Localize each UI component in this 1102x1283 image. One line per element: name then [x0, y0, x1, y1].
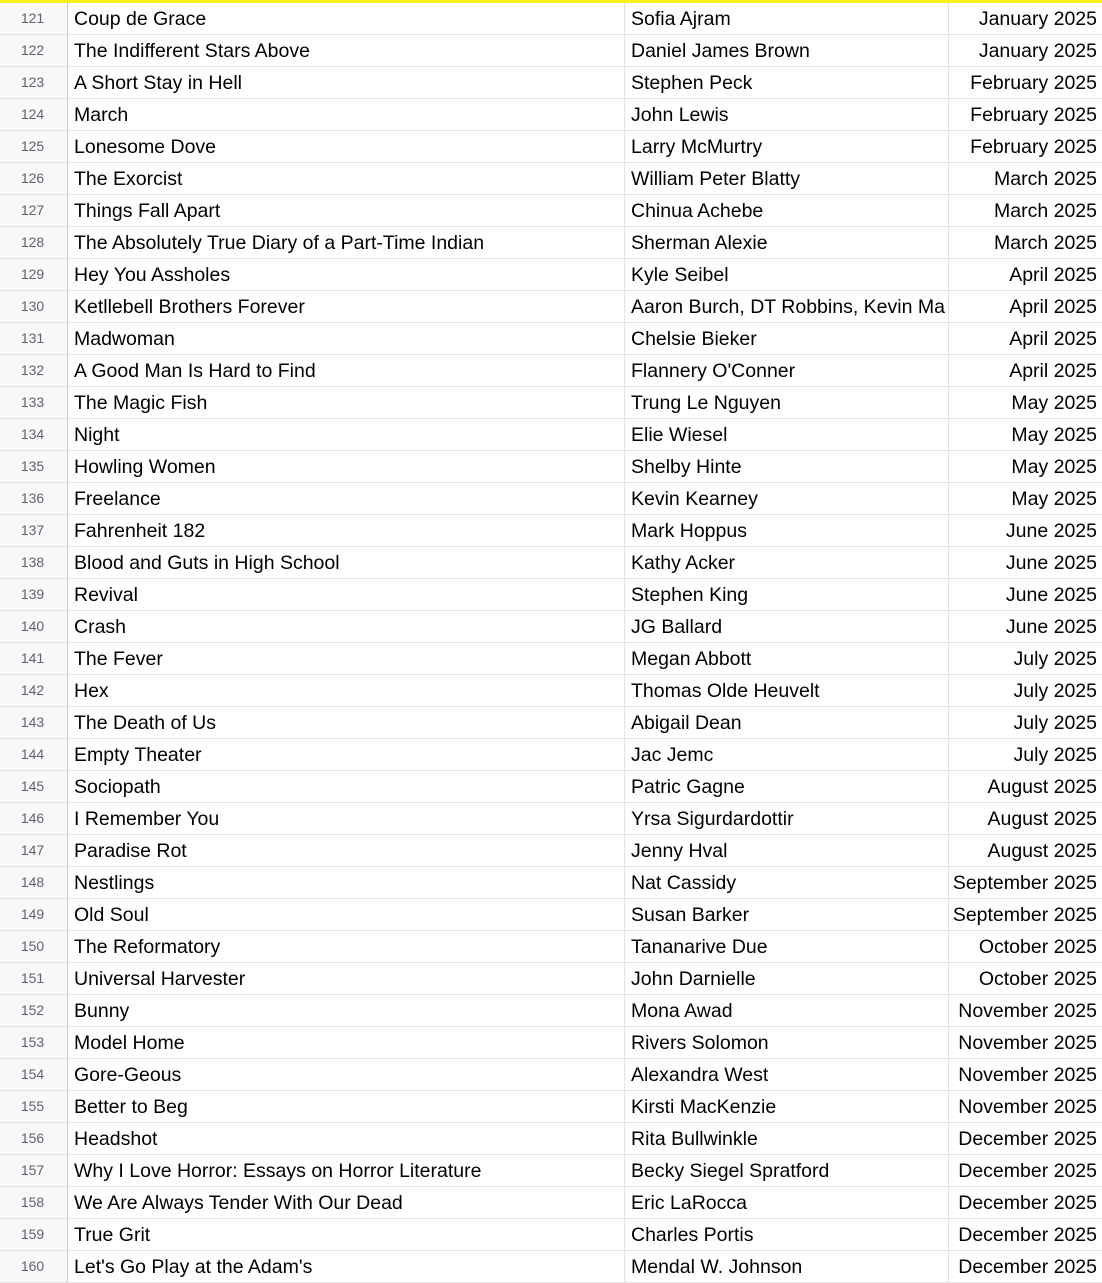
date-cell[interactable]: May 2025: [1011, 456, 1097, 478]
title-cell[interactable]: Crash: [68, 611, 625, 642]
title-cell[interactable]: Coup de Grace: [68, 3, 625, 34]
date-cell[interactable]: October 2025: [978, 936, 1097, 958]
row-header[interactable]: 141: [0, 643, 68, 674]
author-cell[interactable]: Stephen Peck: [625, 67, 949, 98]
table-row: [0, 163, 1102, 195]
author-cell[interactable]: Rivers Solomon: [625, 1027, 949, 1058]
author-cell[interactable]: Mendal W. Johnson: [625, 1251, 949, 1282]
author-cell[interactable]: Abigail Dean: [625, 707, 949, 738]
table-row: [0, 1027, 1102, 1059]
author-cell[interactable]: Sherman Alexie: [625, 227, 949, 258]
title-cell[interactable]: Gore-Geous: [68, 1059, 625, 1090]
row-header[interactable]: 134: [0, 419, 68, 450]
author-cell[interactable]: Chelsie Bieker: [625, 323, 949, 354]
date-cell[interactable]: February 2025: [970, 104, 1097, 126]
title-cell[interactable]: Paradise Rot: [68, 835, 625, 866]
title-cell[interactable]: Night: [68, 419, 625, 450]
title-cell[interactable]: The Indifferent Stars Above: [68, 35, 625, 66]
table-row: [0, 195, 1102, 227]
title-cell[interactable]: A Good Man Is Hard to Find: [68, 355, 625, 386]
title-cell[interactable]: Blood and Guts in High School: [68, 547, 625, 578]
table-row: [0, 483, 1102, 515]
title-cell[interactable]: Freelance: [68, 483, 625, 514]
table-row: [0, 899, 1102, 931]
date-cell[interactable]: April 2025: [1009, 264, 1097, 286]
row-header[interactable]: 138: [0, 547, 68, 578]
row-header[interactable]: 157: [0, 1155, 68, 1186]
table-row: [0, 675, 1102, 707]
table-row: [0, 803, 1102, 835]
table-row: [0, 1123, 1102, 1155]
title-cell[interactable]: Hex: [68, 675, 625, 706]
table-row: [0, 739, 1102, 771]
author-cell[interactable]: Sofia Ajram: [625, 3, 949, 34]
row-header[interactable]: 122: [0, 35, 68, 66]
date-cell[interactable]: February 2025: [970, 136, 1097, 158]
row-header[interactable]: 129: [0, 259, 68, 290]
title-cell[interactable]: Ketllebell Brothers Forever: [68, 291, 625, 322]
date-cell[interactable]: August 2025: [987, 840, 1097, 862]
author-cell[interactable]: Jenny Hval: [625, 835, 949, 866]
author-cell[interactable]: Flannery O'Conner: [625, 355, 949, 386]
date-cell[interactable]: March 2025: [994, 232, 1097, 254]
title-cell[interactable]: The Fever: [68, 643, 625, 674]
author-cell[interactable]: Daniel James Brown: [625, 35, 949, 66]
title-cell[interactable]: The Magic Fish: [68, 387, 625, 418]
author-cell[interactable]: William Peter Blatty: [625, 163, 949, 194]
table-row: [0, 419, 1102, 451]
row-header[interactable]: 142: [0, 675, 68, 706]
title-cell[interactable]: Let's Go Play at the Adam's: [68, 1251, 625, 1282]
author-cell[interactable]: JG Ballard: [625, 611, 949, 642]
title-cell[interactable]: Headshot: [68, 1123, 625, 1154]
title-cell[interactable]: Universal Harvester: [68, 963, 625, 994]
date-cell[interactable]: March 2025: [994, 200, 1097, 222]
table-row: [0, 515, 1102, 547]
author-cell[interactable]: John Darnielle: [625, 963, 949, 994]
table-row: [0, 931, 1102, 963]
table-row: [0, 355, 1102, 387]
table-row: [0, 643, 1102, 675]
author-cell[interactable]: Jac Jemc: [625, 739, 949, 770]
author-cell[interactable]: Trung Le Nguyen: [625, 387, 949, 418]
author-cell[interactable]: John Lewis: [625, 99, 949, 130]
selection-top-border: [0, 0, 1102, 3]
row-header[interactable]: 144: [0, 739, 68, 770]
title-cell[interactable]: March: [68, 99, 625, 130]
date-cell[interactable]: December 2025: [958, 1128, 1097, 1150]
date-cell[interactable]: May 2025: [1011, 392, 1097, 414]
row-header[interactable]: 156: [0, 1123, 68, 1154]
author-cell[interactable]: Alexandra West: [625, 1059, 949, 1090]
date-cell[interactable]: November 2025: [958, 1032, 1097, 1054]
table-row: [0, 611, 1102, 643]
row-header[interactable]: 127: [0, 195, 68, 226]
row-header[interactable]: 151: [0, 963, 68, 994]
date-cell[interactable]: June 2025: [1005, 552, 1097, 574]
date-cell[interactable]: November 2025: [958, 1064, 1097, 1086]
table-row: [0, 3, 1102, 35]
row-header[interactable]: 139: [0, 579, 68, 610]
date-cell[interactable]: September 2025: [952, 872, 1097, 894]
author-cell[interactable]: Thomas Olde Heuvelt: [625, 675, 949, 706]
row-header[interactable]: 136: [0, 483, 68, 514]
title-cell[interactable]: Old Soul: [68, 899, 625, 930]
table-row: [0, 99, 1102, 131]
row-header[interactable]: 155: [0, 1091, 68, 1122]
date-cell[interactable]: March 2025: [994, 168, 1097, 190]
row-header[interactable]: 153: [0, 1027, 68, 1058]
title-cell[interactable]: A Short Stay in Hell: [68, 67, 625, 98]
row-header[interactable]: 154: [0, 1059, 68, 1090]
author-cell[interactable]: Kevin Kearney: [625, 483, 949, 514]
table-row: [0, 579, 1102, 611]
row-header[interactable]: 137: [0, 515, 68, 546]
title-cell[interactable]: The Absolutely True Diary of a Part-Time Indian: [68, 227, 625, 258]
row-header[interactable]: 145: [0, 771, 68, 802]
date-cell[interactable]: January 2025: [978, 8, 1097, 30]
title-cell[interactable]: The Reformatory: [68, 931, 625, 962]
row-header[interactable]: 125: [0, 131, 68, 162]
row-header[interactable]: 128: [0, 227, 68, 258]
author-cell[interactable]: Eric LaRocca: [625, 1187, 949, 1218]
table-row: [0, 995, 1102, 1027]
author-cell[interactable]: Aaron Burch, DT Robbins, Kevin Ma: [625, 291, 949, 322]
table-row: [0, 259, 1102, 291]
date-cell[interactable]: April 2025: [1009, 360, 1097, 382]
title-cell[interactable]: Sociopath: [68, 771, 625, 802]
date-cell[interactable]: December 2025: [958, 1160, 1097, 1182]
author-cell[interactable]: Mark Hoppus: [625, 515, 949, 546]
date-cell[interactable]: July 2025: [1013, 744, 1097, 766]
title-cell[interactable]: We Are Always Tender With Our Dead: [68, 1187, 625, 1218]
title-cell[interactable]: Hey You Assholes: [68, 259, 625, 290]
author-cell[interactable]: Becky Siegel Spratford: [625, 1155, 949, 1186]
date-cell[interactable]: December 2025: [958, 1224, 1097, 1246]
author-cell[interactable]: Larry McMurtry: [625, 131, 949, 162]
table-row: [0, 963, 1102, 995]
table-row: [0, 1251, 1102, 1283]
row-header[interactable]: 135: [0, 451, 68, 482]
author-cell[interactable]: Chinua Achebe: [625, 195, 949, 226]
row-header[interactable]: 124: [0, 99, 68, 130]
title-cell[interactable]: The Death of Us: [68, 707, 625, 738]
date-cell[interactable]: July 2025: [1013, 648, 1097, 670]
table-row: [0, 67, 1102, 99]
title-cell[interactable]: True Grit: [68, 1219, 625, 1250]
title-cell[interactable]: Howling Women: [68, 451, 625, 482]
table-row: [0, 867, 1102, 899]
table-row: [0, 1155, 1102, 1187]
row-header[interactable]: 123: [0, 67, 68, 98]
title-cell[interactable]: Bunny: [68, 995, 625, 1026]
author-cell[interactable]: Kathy Acker: [625, 547, 949, 578]
table-row: [0, 387, 1102, 419]
table-row: [0, 323, 1102, 355]
author-cell[interactable]: Mona Awad: [625, 995, 949, 1026]
row-header[interactable]: 160: [0, 1251, 68, 1282]
title-cell[interactable]: Model Home: [68, 1027, 625, 1058]
date-cell[interactable]: November 2025: [958, 1000, 1097, 1022]
table-row: [0, 547, 1102, 579]
author-cell[interactable]: Patric Gagne: [625, 771, 949, 802]
date-cell[interactable]: November 2025: [958, 1096, 1097, 1118]
row-header[interactable]: 130: [0, 291, 68, 322]
date-cell[interactable]: December 2025: [958, 1256, 1097, 1278]
title-cell[interactable]: Things Fall Apart: [68, 195, 625, 226]
author-cell[interactable]: Nat Cassidy: [625, 867, 949, 898]
row-header[interactable]: 121: [0, 3, 68, 34]
table-row: [0, 35, 1102, 67]
row-header[interactable]: 126: [0, 163, 68, 194]
author-cell[interactable]: Stephen King: [625, 579, 949, 610]
author-cell[interactable]: Megan Abbott: [625, 643, 949, 674]
row-header[interactable]: 147: [0, 835, 68, 866]
author-cell[interactable]: Yrsa Sigurdardottir: [625, 803, 949, 834]
author-cell[interactable]: Elie Wiesel: [625, 419, 949, 450]
author-cell[interactable]: Tananarive Due: [625, 931, 949, 962]
table-row: [0, 1219, 1102, 1251]
title-cell[interactable]: Lonesome Dove: [68, 131, 625, 162]
table-row: [0, 707, 1102, 739]
table-row: [0, 227, 1102, 259]
row-header[interactable]: 150: [0, 931, 68, 962]
table-row: [0, 451, 1102, 483]
date-cell[interactable]: August 2025: [987, 776, 1097, 798]
row-header[interactable]: 132: [0, 355, 68, 386]
table-row: [0, 1187, 1102, 1219]
row-header[interactable]: 152: [0, 995, 68, 1026]
date-cell[interactable]: September 2025: [952, 904, 1097, 926]
date-cell[interactable]: June 2025: [1005, 616, 1097, 638]
author-cell[interactable]: Shelby Hinte: [625, 451, 949, 482]
table-row: [0, 131, 1102, 163]
table-row: [0, 291, 1102, 323]
row-header[interactable]: 158: [0, 1187, 68, 1218]
table-row: [0, 1091, 1102, 1123]
author-cell[interactable]: Susan Barker: [625, 899, 949, 930]
date-cell[interactable]: May 2025: [1011, 488, 1097, 510]
row-header[interactable]: 148: [0, 867, 68, 898]
spreadsheet-grid: [0, 3, 1102, 1283]
row-header[interactable]: 149: [0, 899, 68, 930]
date-cell[interactable]: August 2025: [987, 808, 1097, 830]
author-cell[interactable]: Kyle Seibel: [625, 259, 949, 290]
title-cell[interactable]: Fahrenheit 182: [68, 515, 625, 546]
row-header[interactable]: 159: [0, 1219, 68, 1250]
author-cell[interactable]: Kirsti MacKenzie: [625, 1091, 949, 1122]
date-cell[interactable]: January 2025: [978, 40, 1097, 62]
date-cell[interactable]: April 2025: [1009, 296, 1097, 318]
date-cell[interactable]: May 2025: [1011, 424, 1097, 446]
table-row: [0, 1059, 1102, 1091]
row-header[interactable]: 146: [0, 803, 68, 834]
title-cell[interactable]: Empty Theater: [68, 739, 625, 770]
date-cell[interactable]: April 2025: [1009, 328, 1097, 350]
title-cell[interactable]: Madwoman: [68, 323, 625, 354]
author-cell[interactable]: Charles Portis: [625, 1219, 949, 1250]
row-header[interactable]: 143: [0, 707, 68, 738]
date-cell[interactable]: December 2025: [958, 1192, 1097, 1214]
title-cell[interactable]: Why I Love Horror: Essays on Horror Literature: [68, 1155, 625, 1186]
date-cell[interactable]: June 2025: [1005, 584, 1097, 606]
title-cell[interactable]: Nestlings: [68, 867, 625, 898]
table-row: [0, 835, 1102, 867]
date-cell[interactable]: February 2025: [970, 72, 1097, 94]
title-cell[interactable]: Better to Beg: [68, 1091, 625, 1122]
date-cell[interactable]: June 2025: [1005, 520, 1097, 542]
row-header[interactable]: 140: [0, 611, 68, 642]
title-cell[interactable]: Revival: [68, 579, 625, 610]
table-row: [0, 771, 1102, 803]
title-cell[interactable]: I Remember You: [68, 803, 625, 834]
row-header[interactable]: 133: [0, 387, 68, 418]
row-header[interactable]: 131: [0, 323, 68, 354]
author-cell[interactable]: Rita Bullwinkle: [625, 1123, 949, 1154]
date-cell[interactable]: October 2025: [978, 968, 1097, 990]
title-cell[interactable]: The Exorcist: [68, 163, 625, 194]
date-cell[interactable]: July 2025: [1013, 712, 1097, 734]
date-cell[interactable]: July 2025: [1013, 680, 1097, 702]
